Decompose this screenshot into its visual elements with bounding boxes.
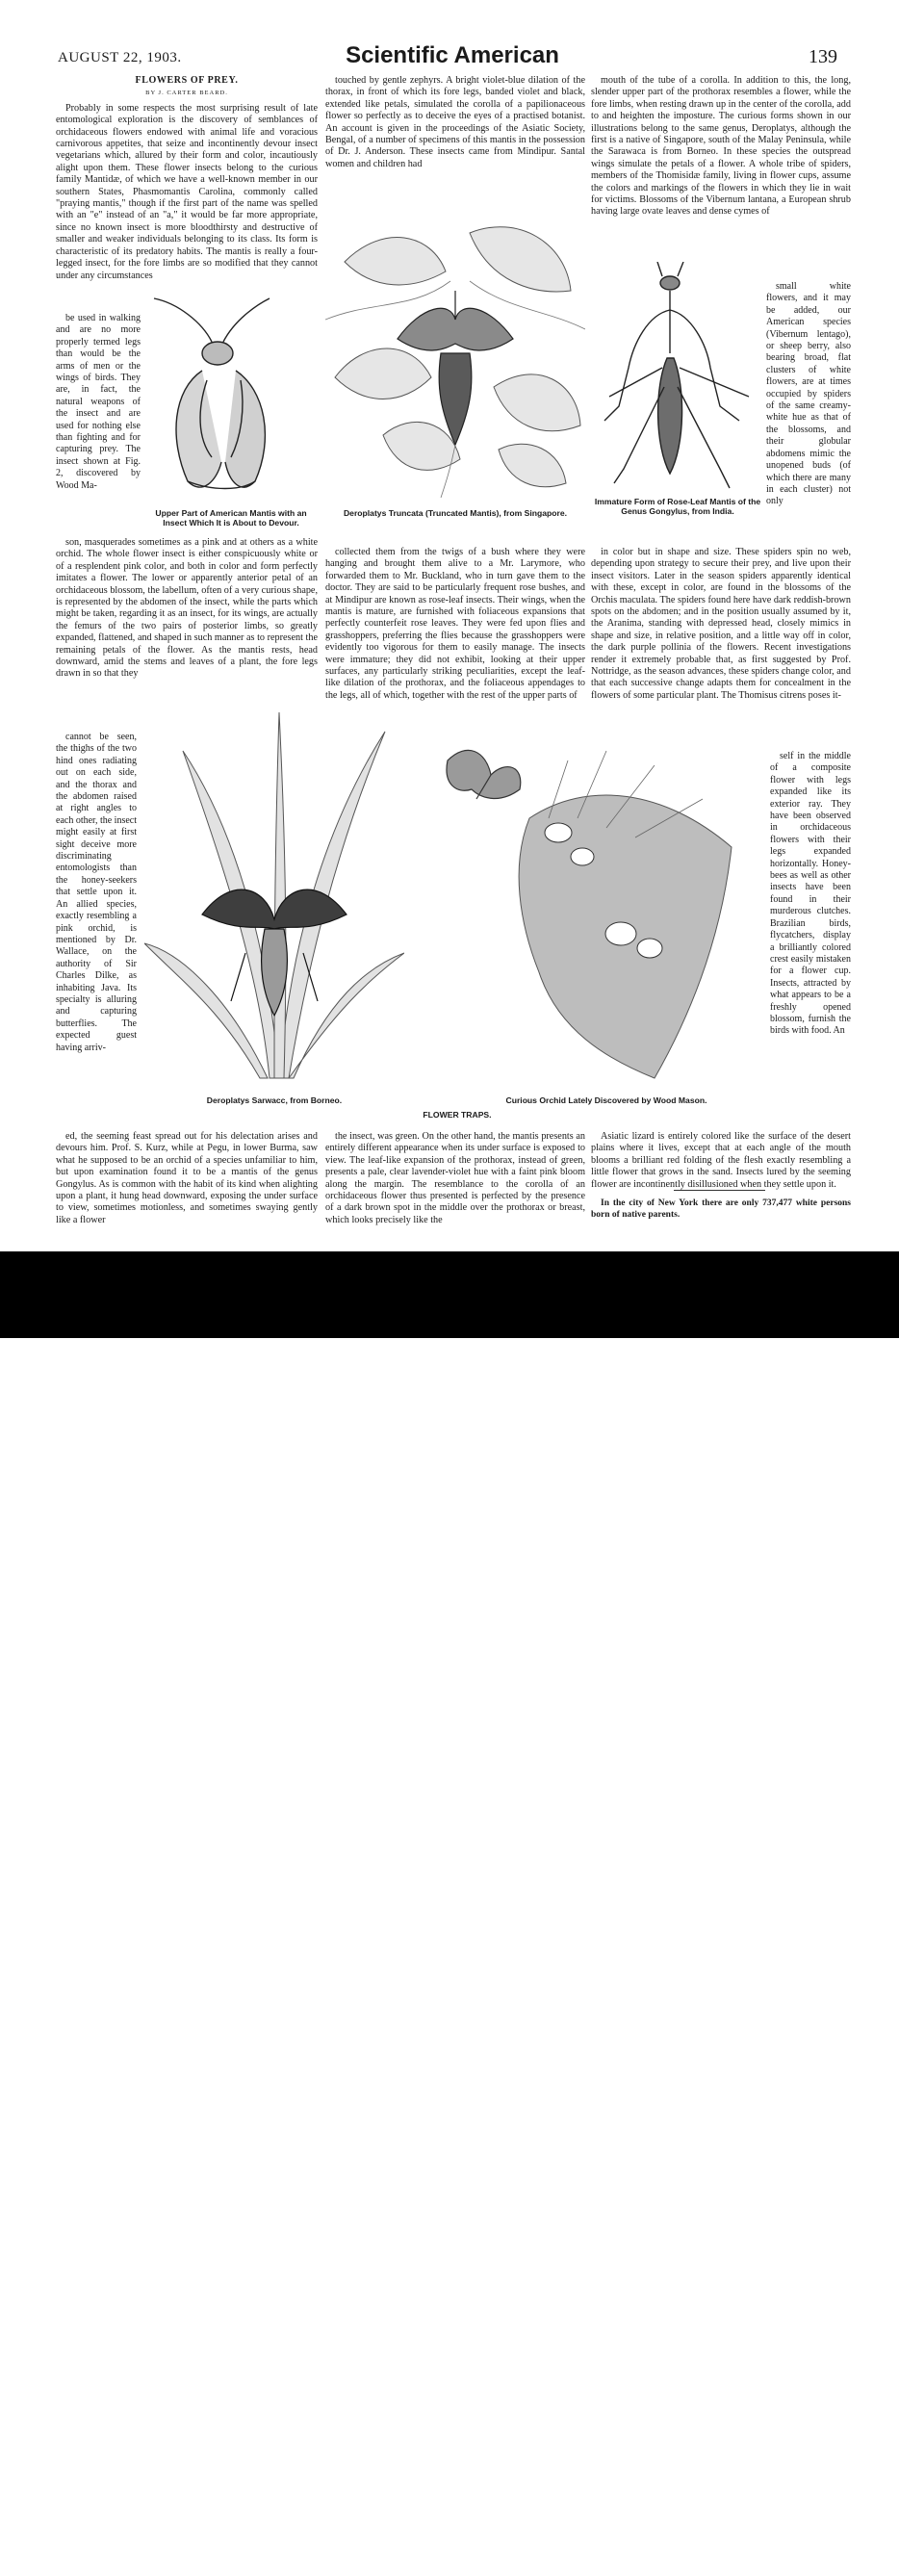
column-3-bottom bbox=[591, 1131, 851, 1191]
caption-american-mantis: Upper Part of American Mantis with an Insect Which It is About to Devour. bbox=[155, 508, 307, 528]
column-1-narrow-2 bbox=[56, 732, 137, 1054]
paragraph: Asiatic lizard is entirely colored like the surface of the desert plains where it lives, except that at each angle of the mouth blooms a brilliant red folding of the flesh exactly resembling a little flower that grows in the sand. Insects lured by the seeming flower are incontinently disillusioned when they settle upon it. bbox=[591, 1131, 851, 1190]
column-1-top bbox=[56, 75, 318, 282]
paragraph: the insect, was green. On the other hand, the mantis presents an entirely different appearance when its under surface is exposed to view. The leaf-like expansion of the prothorax, instead of green, presents a pale, clear lavender-violet hue with a faint pink bloom along the margin. The resemblance to the corolla of an orchidaceous flower thus presented is perfected by the presence of a dark brown spot in the middle over the prothorax or breast, which looks precisely like the bbox=[325, 1131, 585, 1225]
masthead: Scientific American bbox=[346, 42, 559, 68]
paragraph: in color but in shape and size. These spiders spin no web, depending upon strategy to secure their prey, and live upon their insect visitors. Later in the season spiders apparently identical with these, except in color, are found in the blossoms of the Orchis maculata. The spiders found here have dark reddish-brown spots on the abdomen; and in the position usually assumed by it, the Aranima, standing with depressed head, closely mimics in shape and size, in relative position, and a little way off in color, the dark purple pollinia of the flowers. Recent investigations render it extremely probable that, as first suggested by Prof. Nottridge, as the season advances, these spiders change color, and that each successive change adapts them for concealment in the flowers of some particular plant. The Thomisus citrens poses it- bbox=[591, 547, 851, 701]
column-1-mid bbox=[56, 537, 318, 681]
paragraph: touched by gentle zephyrs. A bright violet-blue dilation of the thorax, in front of which its fore legs, banded violet and black, extended like petals, simulated the corolla of a papilionaceous flower so perfectly as to deceive the eyes of a practised botanist. An account is given in the proceedings of the Asiatic Society, Bengal, of a number of specimens of this mantis in the possession of Dr. J. Anderson. These insects came from Mindipur. Santal women and children had bbox=[325, 75, 585, 169]
image-info bbox=[737, 2520, 832, 2549]
column-3-top bbox=[591, 75, 851, 219]
caption-deroplatys-sarwacc: Deroplatys Sarwacc, from Borneo. bbox=[206, 1095, 343, 1105]
issue-date: AUGUST 22, 1903. bbox=[58, 50, 182, 65]
divider bbox=[674, 1190, 765, 1191]
caption-gongylus: Immature Form of Rose-Leaf Mantis of the Genus Gongylus, from India. bbox=[594, 497, 761, 516]
paragraph: self in the middle of a composite flower with legs expanded like its exterior ray. They have been observed in orchidaceous flowers with their legs expanded horizontally. Honey-bees as well as other insects have been found in their murderous clutches. Brazilian birds, flycatchers, display a brilliantly colored crest easily mistaken for a flower cup. Insects, attracted by what appears to be a freshly opened blossom, furnish the birds with food. An bbox=[770, 751, 851, 1037]
caption-orchid: Curious Orchid Lately Discovered by Wood Mason. bbox=[505, 1095, 707, 1105]
paragraph: In the city of New York there are only 737,477 white persons born of native parents. bbox=[591, 1198, 851, 1221]
plate-title: FLOWER TRAPS. bbox=[423, 1110, 492, 1120]
page-number: 139 bbox=[809, 46, 837, 67]
paragraph: son, masquerades sometimes as a pink and at others as a white orchid. The whole flower insect is either conspicuously white or of a resplendent pink color, and both in color and form perfectly imitates a flower. The lower or apparently anterior petal of an orchidaceous blossom, the labellum, often of a very curious shape, is represented by the abdomen of the insect, while the parts which might be taken, regarding it as an insect, for its wings, are actually the femurs of the two pairs of posterior limbs, so greatly expanded, flattened, and shaped in such manner as to represent the remaining petals of the flower. As the mantis rests, head downward, amid the stems and leaves of a plant, the fore legs drawn in so that they bbox=[56, 537, 318, 680]
article-title: FLOWERS OF PREY. bbox=[135, 75, 239, 86]
column-1-narrow bbox=[56, 313, 141, 492]
paragraph: mouth of the tube of a corolla. In addition to this, the long, slender upper part of the prothorax resembles a flower, while the fore limbs, when resting drawn up in the center of the corolla, add to and heighten the imposture. The curious forms shown in our illustrations belong to the same genus, Deroplatys, although the first is a native of Singapore, south of the Malay Peninsula, while the Sarawaca is from Borneo. In these species the outspread wings simulate the petals of a flower. A whole tribe of spiders, members of the Thomisidæ family, living in flower cups, assume the colors and markings of the flowers in which they lie in wait for victims. Blossoms of the Vibernum lantana, a European shrub having large ovate leaves and dense cymes of bbox=[591, 75, 851, 218]
watermark-band bbox=[0, 1251, 899, 2575]
alamy-logo: alamy bbox=[48, 2521, 180, 2575]
mantis-illustration-1 bbox=[144, 294, 298, 503]
paragraph: small white flowers, and it may be added, our American species (Vibernum lentago), or sheep berry, also bearing broad, flat clusters of white flowers, are at times occupied by spiders of the same creamy-white hue as that of the blossoms, and their globular abdomens mimic the unopened buds (of which there are many in each cluster) not only bbox=[766, 281, 851, 507]
paragraph: cannot be seen, the thighs of the two hind ones radiating out on each side, and the thorax and the abdomen raised at right angles to each other, the insect might easily at first sight deceive more discriminating entomologists than the honey-seekers that settle upon it. An allied species, exactly resembling a pink orchid, is mentioned by Dr. Wallace, on the authority of Sir Charles Dilke, as inhabiting Java. Its specialty is alluring and capturing butterflies. The expected guest having arriv- bbox=[56, 732, 138, 1053]
paragraph: Probably in some respects the most surprising result of late entomological exploration is the discovery of semblances of orchidaceous flowers endowed with animal life and voracious carnivorous appetites, that seize and incontinently devour insect vegetarians which, allured by their form and color, incautiously alight upon them. These flower insects belong to the curious family Mantidæ, of which we have a well-known member in our southern States, Phasmomantis Carolina, commonly called "praying mantis," though if the first part of the name was spelled with an "e" instead of an "a," it would be far more appropriate, since no known insect is more bloodthirsty and destructive of smaller and weaker individuals belonging to its class. Its form is characteristic of its predatory habits. The mantis is really a four-legged insect, for the fore limbs are so modified that they cannot under any circumstances bbox=[56, 102, 318, 281]
footnote bbox=[591, 1198, 851, 1222]
deroplatys-sarwacc-illustration bbox=[144, 693, 404, 1088]
column-3-narrow bbox=[766, 281, 851, 508]
column-2-mid bbox=[325, 547, 585, 702]
orchid-butterfly-illustration bbox=[414, 741, 760, 1088]
image-id: Image ID: 2ABXT79 bbox=[737, 2521, 832, 2533]
site-url: www.alamy.com bbox=[737, 2536, 813, 2547]
byline: BY J. CARTER BEARD. bbox=[145, 90, 228, 97]
column-2-top bbox=[325, 75, 585, 170]
deroplatys-truncata-illustration bbox=[325, 204, 585, 498]
column-3-narrow-2 bbox=[770, 751, 851, 1038]
paragraph: ed, the seeming feast spread out for his delectation arises and devours him. Prof. S. Kurz, while at Pegu, in lower Burma, saw what he supposed to be an orchid of a species unfamiliar to him, but upon examination found it to be a mantis of the genus Gongylus. As is common with the habit of its kind when alighting upon a plant, it hung head downward, exposing the under surface to view, sometimes motionless, and sometimes swaying gently like a flower bbox=[56, 1131, 318, 1225]
paragraph: be used in walking and are no more properly termed legs than would be the arms of men or the wings of birds. They are, in fact, the natural weapons of the insect and are used for nothing else than fighting and for capturing prey. The insect shown at Fig. 2, discovered by Wood Ma- bbox=[56, 313, 141, 491]
paragraph: collected them from the twigs of a bush where they were hanging and brought them alive to a Mr. Larymore, who forwarded them to Mr. Buckland, who in turn gave them to the doctor. They are said to be particularly frequent rose bushes, and at Mindipur are known as rose-leaf insects. Their wings, when the mantis is mature, are furnished with foliaceous expansions that perfectly counterfeit rose leaves. They were fed upon flies and grasshoppers, preferring the flies because the grasshoppers were evidently too vigorous for them to easily manage. The insects were immature; they did not exhibit, looking at their upper surfaces, any particularly striking peculiarities, except the leaf-like dilation of the prothorax, and the foliaceous appendages to the legs, all of which, together with the rest of the upper parts of bbox=[325, 547, 585, 701]
gongylus-mantis-illustration bbox=[595, 262, 764, 493]
newspaper-page bbox=[0, 0, 899, 1251]
caption-deroplatys-truncata: Deroplatys Truncata (Truncated Mantis), from Singapore. bbox=[343, 508, 568, 518]
column-1-bottom bbox=[56, 1131, 318, 1226]
column-3-mid bbox=[591, 547, 851, 702]
column-2-bottom bbox=[325, 1131, 585, 1226]
